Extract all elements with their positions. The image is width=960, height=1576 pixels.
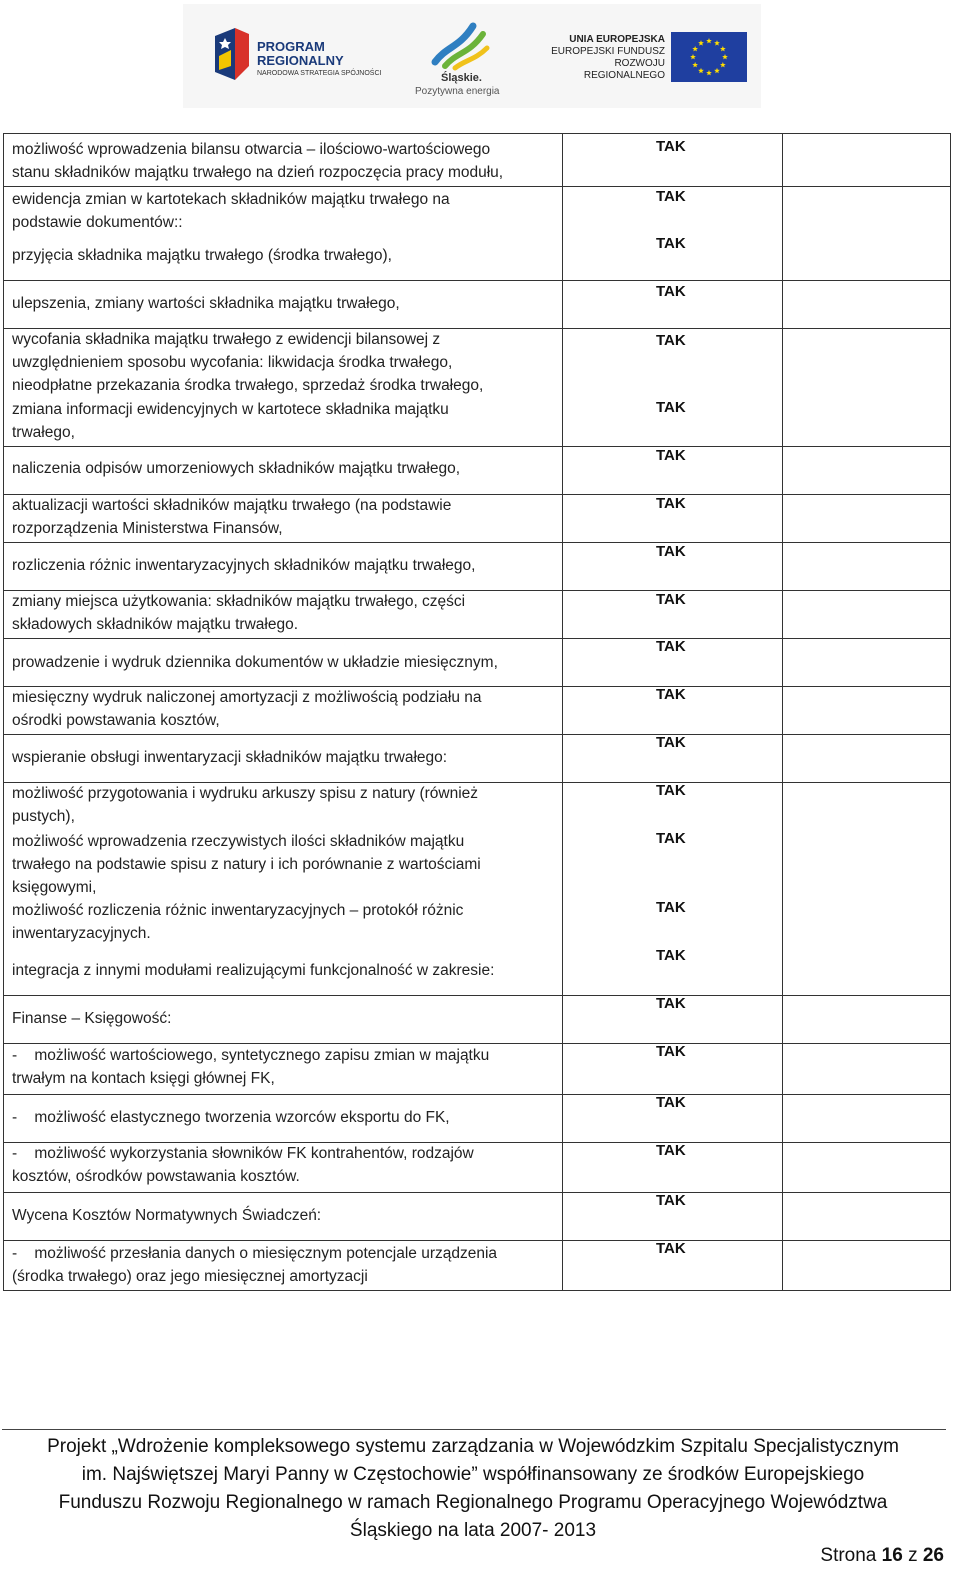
requirement-line: ulepszenia, zmiany wartości składnika majątku trwałego, (12, 295, 400, 312)
requirement-line: wspieranie obsługi inwentaryzacji składników majątku trwałego: (12, 749, 448, 766)
requirement-value: TAK (656, 638, 686, 655)
requirement-value: TAK (656, 1192, 686, 1209)
requirement-line: uwzględnieniem sposobu wycofania: likwidacja środka trwałego, (12, 354, 453, 371)
table-row (4, 542, 950, 590)
header-logo-band (183, 4, 761, 108)
program-logo-line1: PROGRAM (257, 39, 325, 54)
requirement-line: możliwość wprowadzenia bilansu otwarcia – ilościowo-wartościowego (12, 141, 491, 158)
footer-line: Śląskiego na lata 2007- 2013 (349, 1520, 597, 1541)
footer-line: Funduszu Rozwoju Regionalnego w ramach Regionalnego Programu Operacyjnego Województwa (58, 1492, 888, 1513)
requirement-text (12, 457, 560, 480)
requirement-value: TAK (656, 1240, 686, 1257)
footer-rule (2, 1429, 946, 1430)
program-regionalny-logo (211, 26, 381, 82)
requirement-value: TAK (656, 447, 686, 464)
page-total: 26 (922, 1545, 944, 1566)
requirement-line: - możliwość wartościowego, syntetycznego zapisu zmian w majątku (12, 1047, 490, 1064)
page-prefix: Strona (820, 1545, 877, 1566)
table-row (4, 186, 950, 231)
requirement-value: TAK (656, 495, 686, 512)
requirement-line: podstawie dokumentów:: (12, 214, 183, 231)
requirement-line: rozporządzenia Ministerstwa Finansów, (12, 520, 283, 537)
requirement-line: ewidencja zmian w kartotekach składników majątku trwałego na (12, 191, 450, 208)
table-row (4, 1240, 950, 1292)
program-logo-line2: REGIONALNY (257, 53, 344, 68)
requirement-line: miesięczny wydruk naliczonej amortyzacji z możliwością podziału na (12, 689, 482, 706)
table-row (4, 398, 950, 446)
program-regionalny-icon (211, 26, 253, 82)
requirement-line: integracja z innymi modułami realizującymi funkcjonalność w zakresie: (12, 962, 495, 979)
requirement-value: TAK (656, 782, 686, 799)
requirement-value: TAK (656, 399, 686, 416)
requirement-value: TAK (656, 734, 686, 751)
requirement-line: pustych), (12, 808, 75, 825)
requirement-line: Finanse – Księgowość: (12, 1010, 172, 1027)
table-row (4, 947, 950, 995)
requirement-value: TAK (656, 830, 686, 847)
requirement-line: - możliwość elastycznego tworzenia wzorców eksportu do FK, (12, 1109, 450, 1126)
requirement-text (12, 651, 560, 674)
table-row (4, 995, 950, 1043)
table-row (4, 280, 950, 328)
footer-line: im. Najświętszej Maryi Panny w Częstochowie” współfinansowany ze środków Europejskiego (81, 1464, 865, 1485)
requirement-text (12, 188, 560, 234)
requirement-value: TAK (656, 1043, 686, 1060)
requirement-line: zmiana informacji ewidencyjnych w kartotece składnika majątku (12, 401, 449, 418)
slaskie-waves-icon (425, 18, 495, 72)
eu-flag-icon (671, 32, 747, 82)
requirements-table (3, 133, 951, 1291)
table-row (4, 494, 950, 542)
requirement-value: TAK (656, 686, 686, 703)
requirement-line: - możliwość przesłania danych o miesięcznym potencjale urządzenia (12, 1245, 498, 1262)
requirement-text (12, 292, 560, 315)
requirement-value: TAK (656, 947, 686, 964)
requirement-value: TAK (656, 188, 686, 205)
requirement-value: TAK (656, 332, 686, 349)
table-row (4, 1094, 950, 1142)
slaskie-logo-name: Śląskie. (441, 72, 482, 84)
requirement-line: trwałego na podstawie spisu z natury i ich porównanie z wartościami (12, 856, 481, 873)
table-row (4, 134, 950, 186)
table-row (4, 231, 950, 280)
requirement-text (12, 830, 560, 899)
table-row (4, 1043, 950, 1094)
unia-europejska-logo (533, 32, 753, 82)
requirement-text (12, 554, 560, 577)
footer-project-text (0, 1433, 946, 1545)
requirement-line: zmiany miejsca użytkowania: składników majątku trwałego, części (12, 593, 466, 610)
requirement-line: inwentaryzacyjnych. (12, 925, 151, 942)
ue-logo-line1: UNIA EUROPEJSKA (569, 34, 665, 45)
program-logo-sub: NARODOWA STRATEGIA SPÓJNOŚCI (257, 70, 382, 77)
requirement-value: TAK (656, 235, 686, 252)
requirement-line: (środka trwałego) oraz jego miesięcznej amortyzacji (12, 1268, 368, 1285)
requirement-line: możliwość rozliczenia różnic inwentaryzacyjnych – protokół różnic (12, 902, 464, 919)
requirement-line: prowadzenie i wydruk dziennika dokumentów w układzie miesięcznym, (12, 654, 498, 671)
requirement-text (12, 328, 560, 397)
slaskie-logo-tagline: Pozytywna energia (415, 86, 500, 97)
requirement-text (12, 782, 560, 828)
table-row (4, 590, 950, 638)
requirement-text (12, 138, 560, 184)
requirement-text (12, 494, 560, 540)
table-row (4, 638, 950, 686)
footer-line: Projekt „Wdrożenie kompleksowego systemu zarządzania w Wojewódzkim Szpitalu Specjalistycznym (47, 1436, 899, 1457)
table-row (4, 686, 950, 734)
requirement-line: księgowymi, (12, 879, 97, 896)
requirement-value: TAK (656, 995, 686, 1012)
table-row (4, 734, 950, 782)
ue-logo-line2: EUROPEJSKI FUNDUSZ (551, 46, 665, 57)
requirement-line: Wycena Kosztów Normatywnych Świadczeń: (12, 1207, 322, 1224)
slaskie-logo (411, 18, 501, 104)
requirement-text (12, 1106, 560, 1129)
ue-logo-line3: ROZWOJU REGIONALNEGO (583, 58, 665, 81)
requirement-line: rozliczenia różnic inwentaryzacyjnych składników majątku trwałego, (12, 557, 476, 574)
table-row (4, 899, 950, 947)
page-number (820, 1545, 944, 1567)
requirement-line: naliczenia odpisów umorzeniowych składników majątku trwałego, (12, 460, 460, 477)
requirement-text (12, 1007, 560, 1030)
requirement-line: - możliwość wykorzystania słowników FK kontrahentów, rodzajów (12, 1145, 474, 1162)
requirement-value: TAK (656, 899, 686, 916)
table-row (4, 782, 950, 830)
requirement-text (12, 1204, 560, 1227)
requirement-value: TAK (656, 591, 686, 608)
page-sep: z (908, 1545, 918, 1566)
requirement-line: trwałego, (12, 424, 75, 441)
requirement-text (12, 398, 560, 444)
requirement-text (12, 746, 560, 769)
requirement-value: TAK (656, 1094, 686, 1111)
requirement-line: przyjęcia składnika majątku trwałego (środka trwałego), (12, 247, 392, 264)
requirement-line: trwałym na kontach księgi głównej FK, (12, 1070, 275, 1087)
requirement-line: aktualizacji wartości składników majątku trwałego (na podstawie (12, 497, 452, 514)
requirement-line: stanu składników majątku trwałego na dzień rozpoczęcia pracy modułu, (12, 164, 504, 181)
requirement-text (12, 1142, 560, 1188)
requirement-text (12, 590, 560, 636)
table-row (4, 446, 950, 494)
table-row (4, 830, 950, 899)
requirement-text (12, 1044, 560, 1090)
requirement-text (12, 959, 560, 982)
requirement-text (12, 244, 560, 267)
table-row (4, 1192, 950, 1240)
requirement-line: możliwość przygotowania i wydruku arkuszy spisu z natury (również (12, 785, 479, 802)
page-current: 16 (881, 1545, 903, 1566)
requirement-value: TAK (656, 283, 686, 300)
requirement-line: możliwość wprowadzenia rzeczywistych ilości składników majątku (12, 833, 465, 850)
requirement-text (12, 686, 560, 732)
table-row (4, 1142, 950, 1192)
requirement-line: składowych składników majątku trwałego. (12, 616, 299, 633)
requirement-line: ośrodki powstawania kosztów, (12, 712, 220, 729)
requirement-line: nieodpłatne przekazania środka trwałego, sprzedaż środka trwałego, (12, 377, 484, 394)
requirement-value: TAK (656, 1142, 686, 1159)
requirement-line: kosztów, ośrodków powstawania kosztów. (12, 1168, 300, 1185)
requirement-value: TAK (656, 138, 686, 155)
requirement-text (12, 1242, 560, 1288)
table-row (4, 328, 950, 398)
requirement-line: wycofania składnika majątku trwałego z ewidencji bilansowej z (12, 331, 441, 348)
requirement-value: TAK (656, 543, 686, 560)
requirement-text (12, 899, 560, 945)
